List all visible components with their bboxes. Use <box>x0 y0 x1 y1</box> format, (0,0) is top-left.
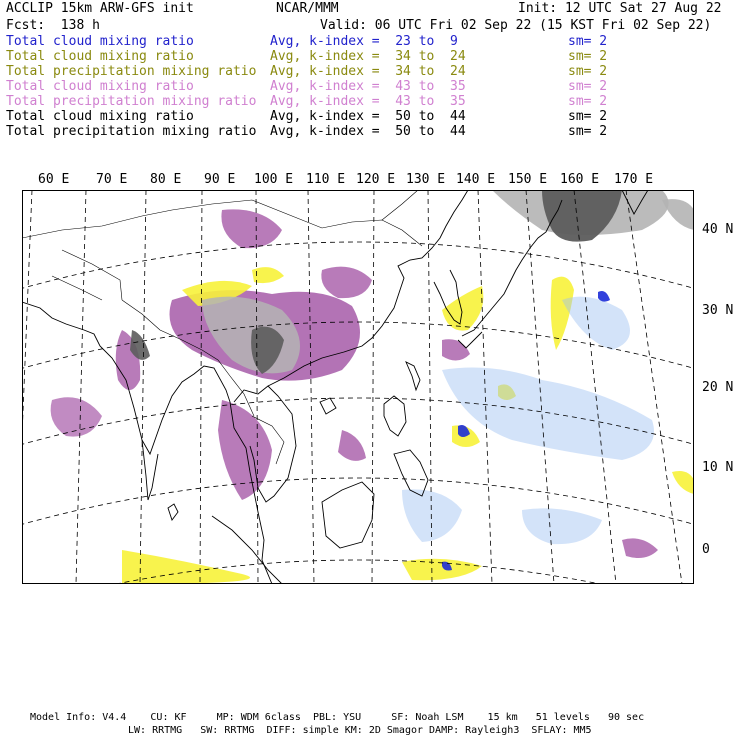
field-smoothing: sm= 2 <box>568 79 608 94</box>
lon-label: 140 E <box>456 172 496 187</box>
lon-label: 70 E <box>96 172 128 187</box>
lat-label: 0 <box>702 542 710 557</box>
lat-label: 20 N <box>702 380 734 395</box>
field-avg-range: Avg, k-index = 34 to 24 <box>270 64 466 79</box>
field-row <box>6 49 736 64</box>
lon-label: 130 E <box>406 172 446 187</box>
field-name: Total cloud mixing ratio <box>6 79 194 94</box>
field-avg-range: Avg, k-index = 50 to 44 <box>270 124 466 139</box>
field-row <box>6 109 736 124</box>
lat-label: 30 N <box>702 303 734 318</box>
lon-label: 100 E <box>254 172 294 187</box>
field-smoothing: sm= 2 <box>568 49 608 64</box>
field-row <box>6 94 736 109</box>
valid-time: Valid: 06 UTC Fri 02 Sep 22 (15 KST Fri 02 Sep 22) <box>320 18 712 33</box>
field-avg-range: Avg, k-index = 43 to 35 <box>270 94 466 109</box>
model-title: ACCLIP 15km ARW-GFS init <box>6 1 194 16</box>
field-smoothing: sm= 2 <box>568 34 608 49</box>
field-avg-range: Avg, k-index = 23 to 9 <box>270 34 458 49</box>
init-time: Init: 12 UTC Sat 27 Aug 22 <box>518 1 722 16</box>
lon-label: 110 E <box>306 172 346 187</box>
model-info-line-2: LW: RRTMG SW: RRTMG DIFF: simple KM: 2D Smagor DAMP: Rayleigh3 SFLAY: MM5 <box>128 725 592 736</box>
field-name: Total precipitation mixing ratio <box>6 94 257 109</box>
lat-label: 10 N <box>702 460 734 475</box>
lon-label: 170 E <box>614 172 654 187</box>
field-smoothing: sm= 2 <box>568 64 608 79</box>
lat-label: 40 N <box>702 222 734 237</box>
field-name: Total cloud mixing ratio <box>6 34 194 49</box>
field-smoothing: sm= 2 <box>568 124 608 139</box>
center-label: NCAR/MMM <box>276 1 339 16</box>
forecast-hour: Fcst: 138 h <box>6 18 100 33</box>
model-info-line-1: Model Info: V4.4 CU: KF MP: WDM 6class PBL: YSU SF: Noah LSM 15 km 51 levels 90 sec <box>30 712 645 723</box>
lon-label: 150 E <box>508 172 548 187</box>
field-smoothing: sm= 2 <box>568 94 608 109</box>
field-avg-range: Avg, k-index = 43 to 35 <box>270 79 466 94</box>
lon-label: 120 E <box>356 172 396 187</box>
map-panel <box>22 190 694 584</box>
field-smoothing: sm= 2 <box>568 109 608 124</box>
field-row <box>6 79 736 94</box>
field-avg-range: Avg, k-index = 34 to 24 <box>270 49 466 64</box>
field-avg-range: Avg, k-index = 50 to 44 <box>270 109 466 124</box>
field-row <box>6 64 736 79</box>
field-name: Total cloud mixing ratio <box>6 49 194 64</box>
field-name: Total precipitation mixing ratio <box>6 64 257 79</box>
lon-label: 90 E <box>204 172 236 187</box>
field-name: Total precipitation mixing ratio <box>6 124 257 139</box>
lon-label: 80 E <box>150 172 182 187</box>
field-name: Total cloud mixing ratio <box>6 109 194 124</box>
field-row <box>6 124 736 139</box>
lon-label: 160 E <box>560 172 600 187</box>
field-row <box>6 34 736 49</box>
lon-label: 60 E <box>38 172 70 187</box>
